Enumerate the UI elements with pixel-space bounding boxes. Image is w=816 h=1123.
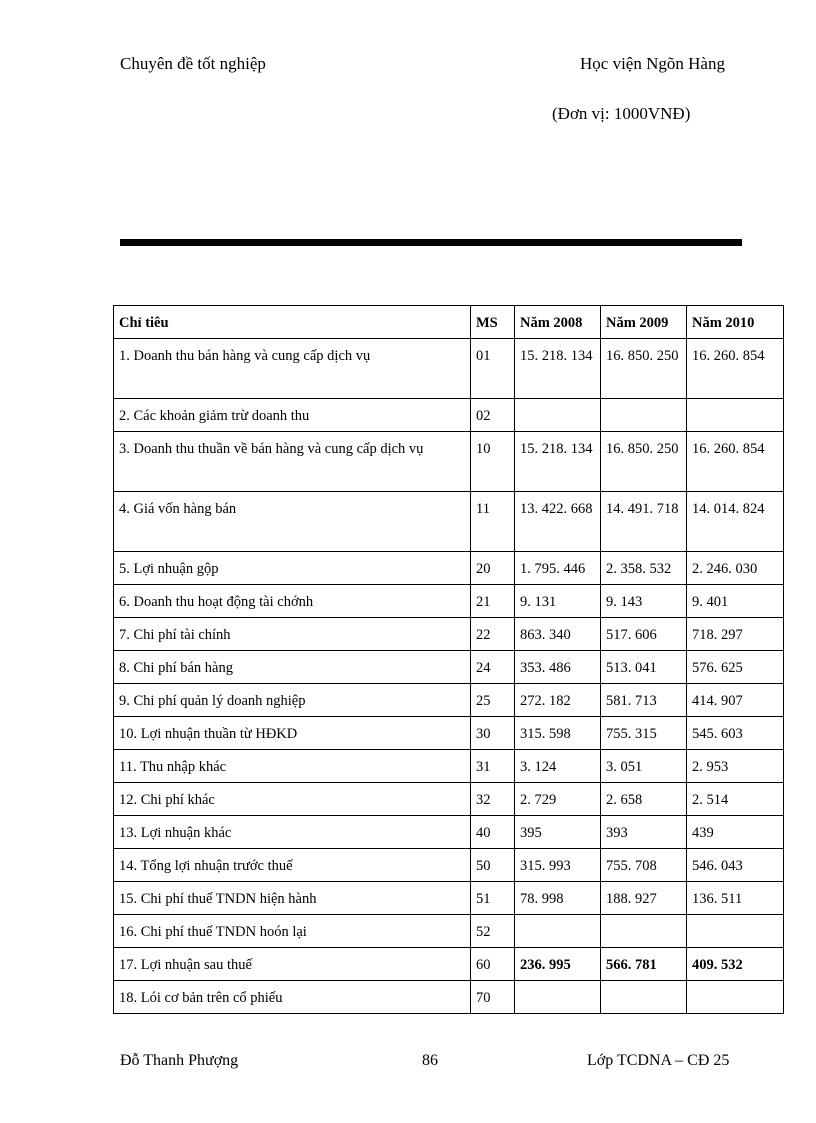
footer-class: Lớp TCDNA – CĐ 25: [587, 1052, 730, 1069]
row-value: 272. 182: [515, 684, 601, 717]
table-row: [114, 849, 784, 882]
row-label: 2. Các khoản giảm trừ doanh thu: [114, 399, 471, 432]
row-value: [601, 915, 687, 948]
row-value: 2. 514: [687, 783, 784, 816]
divider: [120, 239, 742, 246]
row-value: 755. 315: [601, 717, 687, 750]
table-row: [114, 618, 784, 651]
row-value: 576. 625: [687, 651, 784, 684]
row-code: 51: [471, 882, 515, 915]
table-row: [114, 651, 784, 684]
row-value: 14. 491. 718: [601, 492, 687, 552]
table-row: [114, 585, 784, 618]
row-value: 15. 218. 134: [515, 339, 601, 399]
row-label: 6. Doanh thu hoạt động tài chớnh: [114, 585, 471, 618]
row-value: [601, 981, 687, 1014]
row-value: [515, 981, 601, 1014]
row-code: 21: [471, 585, 515, 618]
column-header: Chỉ tiêu: [114, 306, 471, 339]
row-value: 315. 598: [515, 717, 601, 750]
footer-author: Đỗ Thanh Phượng: [120, 1052, 239, 1069]
row-value: 414. 907: [687, 684, 784, 717]
row-label: 10. Lợi nhuận thuần từ HĐKD: [114, 717, 471, 750]
unit-note: (Đơn vị: 1000VNĐ): [552, 104, 691, 123]
column-header: Năm 2010: [687, 306, 784, 339]
row-code: 70: [471, 981, 515, 1014]
row-value: 13. 422. 668: [515, 492, 601, 552]
row-label: 12. Chi phí khác: [114, 783, 471, 816]
row-code: 30: [471, 717, 515, 750]
row-code: 32: [471, 783, 515, 816]
row-value: 16. 260. 854: [687, 432, 784, 492]
row-code: 11: [471, 492, 515, 552]
row-code: 25: [471, 684, 515, 717]
row-value: 863. 340: [515, 618, 601, 651]
row-label: 9. Chi phí quản lý doanh nghiệp: [114, 684, 471, 717]
row-value: [515, 915, 601, 948]
row-value: 15. 218. 134: [515, 432, 601, 492]
table-row: [114, 432, 784, 492]
row-value: 393: [601, 816, 687, 849]
income-statement-table: [113, 305, 784, 1014]
row-value: 2. 729: [515, 783, 601, 816]
row-value: 546. 043: [687, 849, 784, 882]
row-code: 22: [471, 618, 515, 651]
row-value: 2. 658: [601, 783, 687, 816]
row-code: 60: [471, 948, 515, 981]
row-label: 15. Chi phí thuế TNDN hiện hành: [114, 882, 471, 915]
row-value: 517. 606: [601, 618, 687, 651]
row-value: 439: [687, 816, 784, 849]
table-header-row: [114, 306, 784, 339]
row-value: 409. 532: [687, 948, 784, 981]
table-row: [114, 915, 784, 948]
row-label: 1. Doanh thu bán hàng và cung cấp dịch vụ: [114, 339, 471, 399]
table-row: [114, 816, 784, 849]
column-header: MS: [471, 306, 515, 339]
header-right: Học viện Ngõn Hàng: [580, 54, 725, 73]
row-value: 136. 511: [687, 882, 784, 915]
row-code: 50: [471, 849, 515, 882]
row-label: 3. Doanh thu thuần về bán hàng và cung cấp dịch vụ: [114, 432, 471, 492]
header-left: Chuyên đề tốt nghiệp: [120, 54, 266, 73]
row-value: 545. 603: [687, 717, 784, 750]
table-row: [114, 948, 784, 981]
row-label: 8. Chi phí bán hàng: [114, 651, 471, 684]
row-value: 14. 014. 824: [687, 492, 784, 552]
table-row: [114, 783, 784, 816]
row-code: 20: [471, 552, 515, 585]
row-label: 17. Lợi nhuận sau thuế: [114, 948, 471, 981]
page-number: 86: [422, 1052, 438, 1069]
row-code: 24: [471, 651, 515, 684]
row-value: 2. 246. 030: [687, 552, 784, 585]
row-code: 52: [471, 915, 515, 948]
table-row: [114, 492, 784, 552]
column-header: Năm 2009: [601, 306, 687, 339]
row-label: 4. Giá vốn hàng bán: [114, 492, 471, 552]
row-value: 2. 358. 532: [601, 552, 687, 585]
row-value: 9. 401: [687, 585, 784, 618]
column-header: Năm 2008: [515, 306, 601, 339]
row-value: [515, 399, 601, 432]
row-value: 718. 297: [687, 618, 784, 651]
table-row: [114, 750, 784, 783]
row-code: 40: [471, 816, 515, 849]
row-value: 78. 998: [515, 882, 601, 915]
row-value: 581. 713: [601, 684, 687, 717]
row-value: 16. 260. 854: [687, 339, 784, 399]
table-row: [114, 399, 784, 432]
row-label: 7. Chi phí tài chính: [114, 618, 471, 651]
row-value: 1. 795. 446: [515, 552, 601, 585]
row-value: 315. 993: [515, 849, 601, 882]
row-value: [687, 399, 784, 432]
row-value: 3. 124: [515, 750, 601, 783]
row-label: 14. Tổng lợi nhuận trước thuế: [114, 849, 471, 882]
row-label: 18. Lói cơ bản trên cổ phiếu: [114, 981, 471, 1014]
row-value: 3. 051: [601, 750, 687, 783]
row-value: 236. 995: [515, 948, 601, 981]
row-value: 9. 131: [515, 585, 601, 618]
row-value: [687, 981, 784, 1014]
row-value: 16. 850. 250: [601, 339, 687, 399]
row-value: 188. 927: [601, 882, 687, 915]
table-row: [114, 981, 784, 1014]
row-value: 2. 953: [687, 750, 784, 783]
row-value: 566. 781: [601, 948, 687, 981]
row-value: 395: [515, 816, 601, 849]
row-code: 01: [471, 339, 515, 399]
row-label: 16. Chi phí thuế TNDN hoón lại: [114, 915, 471, 948]
table-row: [114, 684, 784, 717]
row-value: [687, 915, 784, 948]
row-label: 5. Lợi nhuận gộp: [114, 552, 471, 585]
row-code: 10: [471, 432, 515, 492]
row-value: [601, 399, 687, 432]
row-value: 513. 041: [601, 651, 687, 684]
row-value: 9. 143: [601, 585, 687, 618]
row-code: 31: [471, 750, 515, 783]
row-label: 13. Lợi nhuận khác: [114, 816, 471, 849]
row-code: 02: [471, 399, 515, 432]
row-value: 353. 486: [515, 651, 601, 684]
table-row: [114, 717, 784, 750]
table-row: [114, 552, 784, 585]
row-value: 755. 708: [601, 849, 687, 882]
table-row: [114, 882, 784, 915]
row-label: 11. Thu nhập khác: [114, 750, 471, 783]
table-row: [114, 339, 784, 399]
row-value: 16. 850. 250: [601, 432, 687, 492]
